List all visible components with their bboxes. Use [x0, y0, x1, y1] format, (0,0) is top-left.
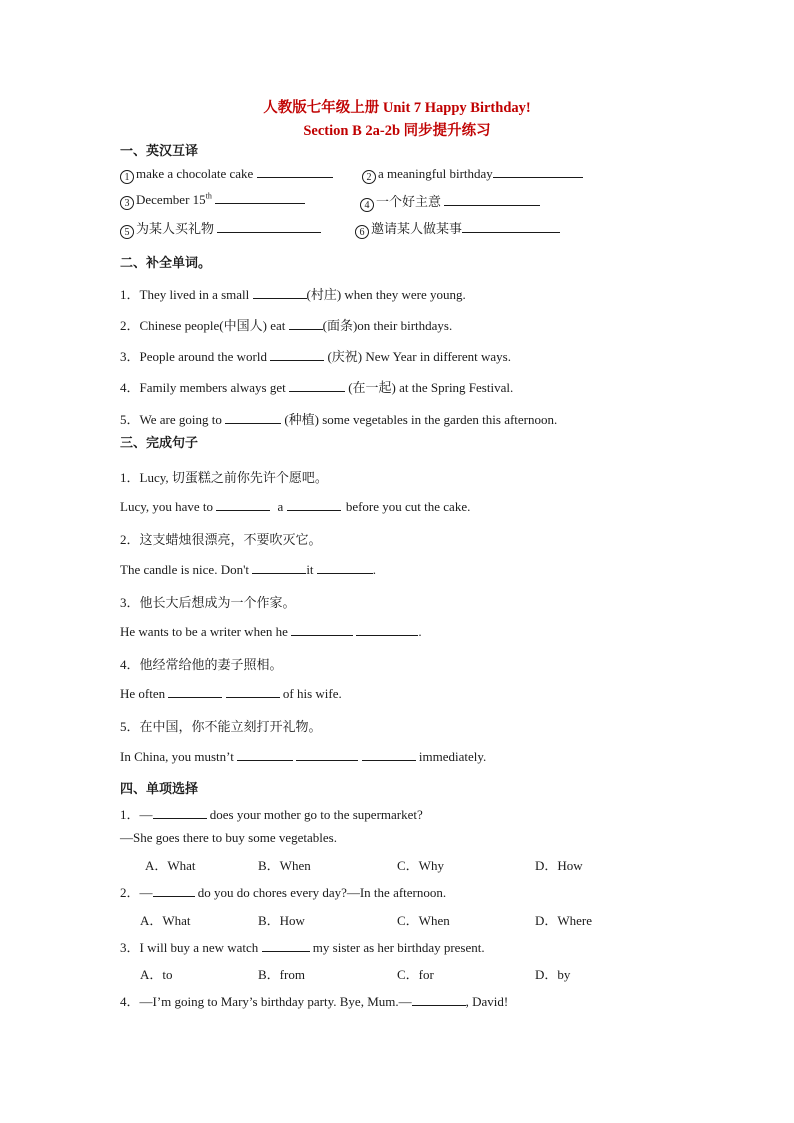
translation-item [362, 165, 583, 184]
item-number: 6 [355, 225, 369, 239]
answer-blank[interactable] [168, 685, 222, 698]
item-text: 一个好主意 [376, 194, 442, 209]
sentence-start: 1．They lived in a small [120, 287, 250, 302]
answer-blank[interactable] [216, 498, 270, 511]
answer-blank[interactable] [226, 685, 280, 698]
question-stem [120, 937, 485, 956]
sentence-end: (在一起) at the Spring Festival. [348, 380, 514, 395]
chinese-prompt: 4．他经常给他的妻子照相。 [120, 657, 283, 672]
english-sentence [120, 748, 486, 765]
option-d[interactable]: D．How [535, 858, 583, 873]
sentence-start: 2．Chinese people(中国人) eat [120, 318, 286, 333]
question-text: 3．I will buy a new watch [120, 940, 259, 955]
answer-blank[interactable] [225, 411, 281, 424]
answer-blank[interactable] [237, 748, 293, 761]
answer-blank[interactable] [356, 623, 418, 636]
answer-blank[interactable] [270, 348, 324, 361]
item-superscript: th [205, 191, 212, 201]
word-completion-item [120, 377, 513, 396]
section-2-heading: 二、补全单词。 [120, 255, 212, 270]
question-text: —She goes there to buy some vegetables. [120, 830, 337, 845]
section-1-heading: 一、英汉互译 [120, 143, 199, 158]
answer-blank[interactable] [153, 806, 207, 819]
question-text: my sister as her birthday present. [312, 940, 485, 955]
option-a[interactable]: A．to [140, 967, 173, 982]
sentence-part: a [277, 499, 284, 514]
sentence-end: (种植) some vegetables in the garden this afternoon. [284, 412, 558, 427]
item-number: 1 [120, 170, 134, 184]
chinese-prompt: 3．他长大后想成为一个作家。 [120, 595, 296, 610]
item-number: 3 [120, 196, 134, 210]
option-c[interactable]: C．When [397, 913, 450, 928]
question-stem [120, 991, 508, 1010]
question-text: 4．—I’m going to Mary’s birthday party. Bye, Mum.— [120, 994, 412, 1009]
item-text: December 15 [136, 192, 206, 207]
question-stem [120, 882, 446, 901]
option-b[interactable]: B．from [258, 967, 305, 982]
option-a[interactable]: A．What [145, 858, 196, 873]
sentence-part: of his wife. [282, 686, 342, 701]
chinese-prompt: 5．在中国，你不能立刻打开礼物。 [120, 719, 322, 734]
answer-blank[interactable] [362, 748, 416, 761]
sentence-end: (面条)on their birthdays. [322, 318, 453, 333]
answer-blank[interactable] [296, 748, 358, 761]
english-sentence [120, 623, 422, 640]
option-b[interactable]: B．How [258, 913, 305, 928]
translation-item [355, 218, 560, 239]
answer-blank[interactable] [252, 561, 306, 574]
option-a[interactable]: A．What [140, 913, 191, 928]
sentence-part: Lucy, you have to [120, 499, 214, 514]
question-text: , David! [465, 994, 509, 1009]
english-sentence [120, 561, 376, 578]
option-c[interactable]: C．for [397, 967, 434, 982]
answer-blank[interactable] [257, 165, 333, 178]
answer-blank[interactable] [262, 939, 310, 952]
answer-blank[interactable] [217, 220, 321, 233]
sentence-start: 5．We are going to [120, 412, 222, 427]
question-text: do you do chores every day?—In the afternoon. [197, 885, 447, 900]
option-c[interactable]: C．Why [397, 858, 444, 873]
answer-blank[interactable] [289, 379, 345, 392]
sentence-end: (村庄) when they were young. [306, 287, 466, 302]
word-completion-item [120, 315, 452, 334]
sentence-part: . [372, 562, 377, 577]
sentence-part: He wants to be a writer when he [120, 624, 288, 639]
sentence-part: The candle is nice. Don't [120, 562, 250, 577]
section-3-heading: 三、完成句子 [120, 435, 199, 450]
chinese-prompt: 1．Lucy, 切蛋糕之前你先许个愿吧。 [120, 470, 328, 485]
word-completion-item [120, 346, 511, 365]
answer-blank[interactable] [412, 993, 466, 1006]
worksheet-title: 人教版七年级上册 Unit 7 Happy Birthday! [263, 100, 531, 116]
word-completion-item [120, 284, 466, 303]
question-text: does your mother go to the supermarket? [209, 807, 423, 822]
option-b[interactable]: B．When [258, 858, 311, 873]
item-text: make a chocolate cake [136, 166, 254, 181]
answer-blank[interactable] [215, 191, 305, 204]
answer-blank[interactable] [444, 193, 540, 206]
item-text: 为某人买礼物 [136, 221, 215, 236]
item-number: 2 [362, 170, 376, 184]
answer-blank[interactable] [493, 165, 583, 178]
question-stem [120, 804, 423, 823]
sentence-part: He often [120, 686, 166, 701]
translation-item [360, 191, 540, 212]
item-text: a meaningful birthday [378, 166, 493, 181]
answer-blank[interactable] [253, 286, 307, 299]
sentence-part: before you cut the cake. [345, 499, 471, 514]
section-4-heading: 四、单项选择 [120, 781, 199, 796]
question-text: 1．— [120, 807, 153, 822]
option-d[interactable]: D．Where [535, 913, 593, 928]
sentence-start: 4．Family members always get [120, 380, 286, 395]
option-d[interactable]: D．by [535, 967, 571, 982]
answer-blank[interactable] [287, 498, 341, 511]
english-sentence [120, 498, 470, 515]
sentence-part: immediately. [418, 749, 487, 764]
answer-blank[interactable] [291, 623, 353, 636]
translation-item [120, 218, 321, 239]
worksheet-subtitle: Section B 2a-2b 同步提升练习 [303, 123, 491, 139]
sentence-part: In China, you mustn’t [120, 749, 234, 764]
chinese-prompt: 2．这支蜡烛很漂亮，不要吹灭它。 [120, 532, 322, 547]
sentence-part: . [418, 624, 422, 639]
answer-blank[interactable] [289, 317, 323, 330]
question-text: 2．— [120, 885, 153, 900]
sentence-end: (庆祝) New Year in different ways. [327, 349, 511, 364]
item-text: 邀请某人做某事 [371, 221, 463, 236]
answer-blank[interactable] [317, 561, 373, 574]
sentence-part: it [306, 562, 314, 577]
answer-blank[interactable] [153, 884, 195, 897]
answer-blank[interactable] [462, 220, 560, 233]
sentence-start: 3．People around the world [120, 349, 267, 364]
english-sentence [120, 685, 342, 702]
item-number: 5 [120, 225, 134, 239]
translation-item [120, 165, 333, 184]
item-number: 4 [360, 198, 374, 212]
translation-item [120, 191, 305, 210]
word-completion-item [120, 409, 557, 428]
